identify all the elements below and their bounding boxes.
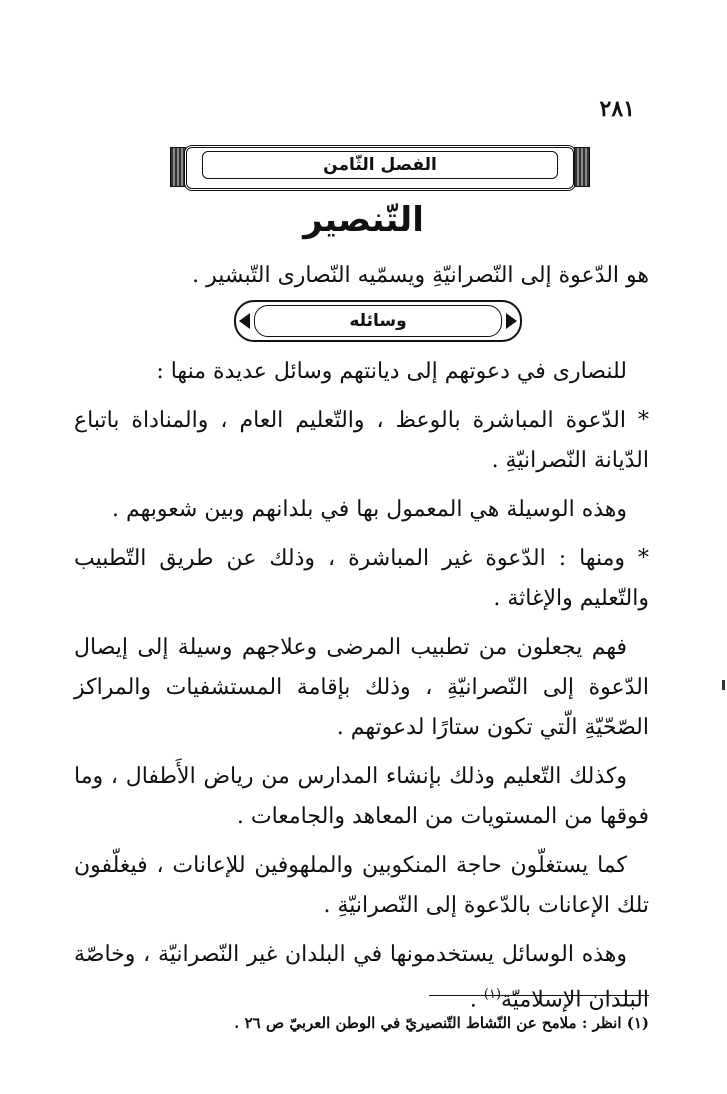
paragraph-text: وهذه الوسائل يستخدمونها في البلدان غير النّصرانيّة ، وخاصّة البلدان الإسلاميّة bbox=[74, 942, 649, 1013]
footnote: (١) انظر : ملامح عن النّشاط التّنصيريّ في الوطن العربيّ ص ٢٦ . bbox=[234, 1014, 649, 1032]
arrow-left-icon bbox=[239, 313, 250, 329]
main-title: التّنصير bbox=[303, 200, 424, 240]
margin-mark bbox=[722, 680, 725, 690]
section-banner bbox=[234, 300, 522, 342]
paragraph: كما يستغلّون حاجة المنكوبين والملهوفين للإعانات ، فيغلّفون تلك الإعانات بالدّعوة إلى النّصرانيّةِ . bbox=[74, 853, 649, 918]
paragraph: وهذه الوسيلة هي المعمول بها في بلدانهم وبين شعوبهم . bbox=[112, 497, 627, 522]
paragraph-end: . bbox=[469, 987, 484, 1013]
chapter-label: الفصل الثّامن bbox=[202, 151, 558, 179]
definition-text: هو الدّعوة إلى النّصرانيّةِ ويسمّيه النّصارى التّبشير . bbox=[192, 263, 649, 288]
arrow-right-icon bbox=[506, 313, 517, 329]
footnote-divider bbox=[429, 995, 649, 996]
paragraph-bullet: * الدّعوة المباشرة بالوعظ ، والتّعليم العام ، والمناداة باتباع الدّيانة النّصرانيّةِ . bbox=[74, 408, 649, 473]
page-number: ٢٨١ bbox=[599, 96, 635, 122]
paragraph: فهم يجعلون من تطبيب المرضى وعلاجهم وسيلة إلى إيصال الدّعوة إلى النّصرانيّةِ ، وذلك بإقامة المستشفيات والمراكز الصّحّيّةِ الّتي تكون ستارًا لدعوتهم . bbox=[74, 635, 649, 740]
paragraph: وكذلك التّعليم وذلك بإنشاء المدارس من رياض الأَطفال ، وما فوقها من المستويات من المعاهد والجامعات . bbox=[74, 764, 649, 829]
chapter-banner bbox=[170, 145, 590, 189]
body-text bbox=[74, 352, 649, 1029]
paragraph-bullet: * ومنها : الدّعوة غير المباشرة ، وذلك عن طريق التّطبيب والتّعليم والإغاثة . bbox=[74, 546, 649, 611]
section-label: وسائله bbox=[254, 305, 502, 337]
footnote-reference: (١) bbox=[483, 987, 502, 1002]
banner-ornament-right bbox=[574, 147, 590, 187]
paragraph: للنصارى في دعوتهم إلى ديانتهم وسائل عديدة منها : bbox=[156, 359, 627, 384]
paragraph bbox=[74, 935, 649, 1020]
